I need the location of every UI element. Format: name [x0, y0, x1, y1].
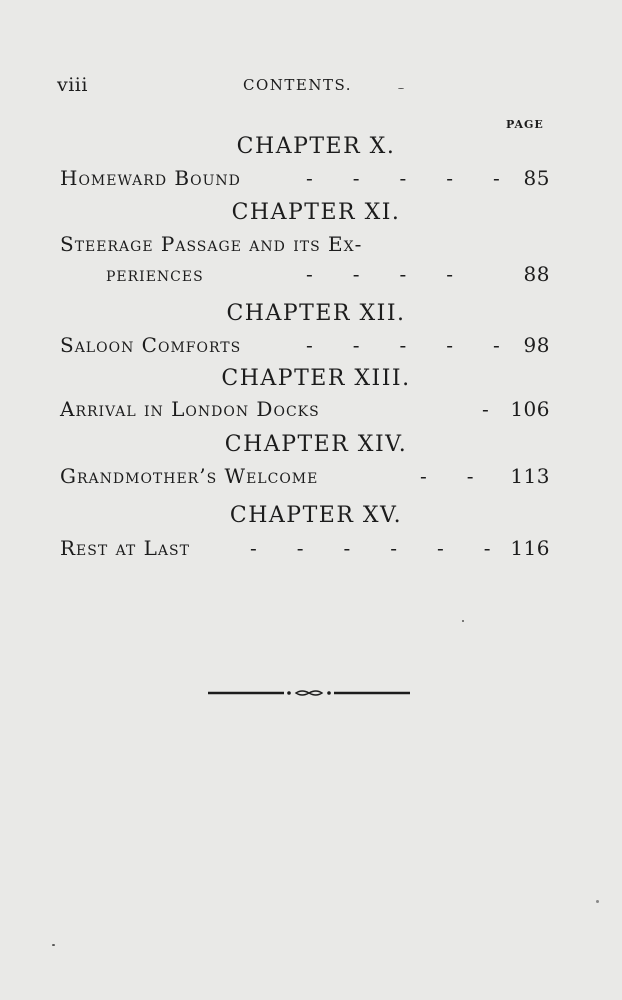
page-folio: viii: [57, 74, 88, 96]
toc-entry-page: 88: [523, 262, 550, 286]
toc-entry-title: Arrival in London Docks: [60, 397, 320, 421]
toc-entry: [60, 397, 550, 423]
toc-entry: [60, 333, 550, 359]
toc-entry: [60, 166, 550, 192]
dot-leaders: - -: [420, 464, 474, 488]
dot-leaders: - - - - -: [306, 166, 500, 190]
chapter-heading: CHAPTER XIII.: [221, 366, 411, 391]
toc-entry: [60, 262, 550, 288]
toc-entry-title-line1: Steerage Passage and its Ex-: [60, 232, 363, 256]
toc-entry-title-line2: periences: [106, 262, 204, 286]
dot-leaders: - - - - - -: [250, 536, 491, 560]
toc-entry-title: Grandmother’s Welcome: [60, 464, 319, 488]
dot-leaders: -: [482, 397, 489, 421]
chapter-heading: CHAPTER XII.: [226, 301, 406, 326]
running-head: CONTENTS.: [243, 76, 352, 94]
paper-speck: [462, 620, 464, 622]
toc-entry-page: 85: [523, 166, 550, 190]
toc-entry: [60, 464, 550, 490]
toc-entry-page: 106: [510, 397, 550, 421]
dot-leaders: - - - -: [306, 262, 454, 286]
toc-entry-title: Rest at Last: [60, 536, 190, 560]
chapter-heading: CHAPTER XI.: [231, 200, 401, 225]
toc-entry-page: 113: [510, 464, 550, 488]
toc-entry-page: 98: [523, 333, 550, 357]
ornamental-divider-icon: [208, 686, 410, 700]
paper-speck: [398, 88, 404, 89]
toc-entry-page: 116: [510, 536, 550, 560]
chapter-heading: CHAPTER X.: [236, 134, 396, 159]
paper-speck: [52, 944, 55, 946]
paper-speck: [596, 900, 599, 903]
toc-entry-title: Saloon Comforts: [60, 333, 242, 357]
page-column-label: PAGE: [506, 118, 544, 131]
toc-entry-title: Homeward Bound: [60, 166, 241, 190]
toc-entry: [60, 536, 550, 562]
chapter-heading: CHAPTER XV.: [229, 503, 403, 528]
chapter-heading: CHAPTER XIV.: [224, 432, 408, 457]
dot-leaders: - - - - -: [306, 333, 500, 357]
